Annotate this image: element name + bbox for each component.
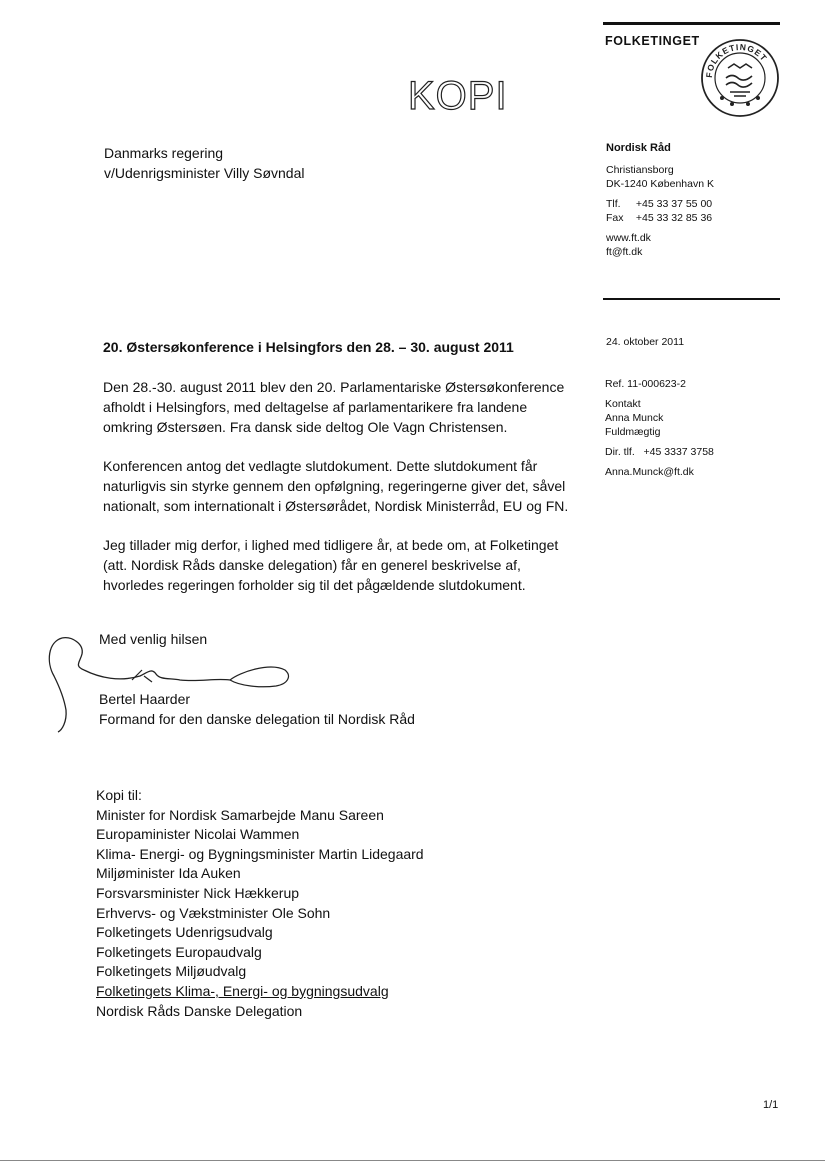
list-item: Folketingets Miljøudvalg	[96, 963, 247, 980]
body-paragraph-2: Konferencen antog det vedlagte slutdokument. Dette slutdokument får naturligvis sin styrke gennem den opfølgning, regeringerne giver det, såvel nationalt, som internationalt i Østersørådet, Nordisk Ministerråd, EU og FN.	[103, 458, 569, 514]
sender-block	[606, 141, 714, 259]
header-top-rule	[603, 22, 780, 25]
body-paragraph-1: Den 28.-30. august 2011 blev den 20. Parlamentariske Østersøkonference afholdt i Helsingfors, med deltagelse af parlamentarikere fra landene omkring Østersøen. Fra dansk side deltog Ole Vagn Christensen.	[103, 379, 565, 435]
body-paragraph-3: Jeg tillader mig derfor, i lighed med tidligere år, at bede om, at Folketinget (att. Nordisk Råds danske delegation) får en generel beskrivelse af, hvorledes regeringen forholder sig til det pågældende slutdokument.	[103, 537, 559, 593]
contact-name: Anna Munck	[605, 412, 664, 424]
org-title: FOLKETINGET	[605, 34, 700, 48]
direct-phone	[605, 445, 714, 459]
parliament-seal-logo	[700, 38, 780, 118]
fax-value: +45 33 32 85 36	[635, 212, 713, 224]
list-item: Minister for Nordisk Samarbejde Manu Sareen	[96, 806, 384, 823]
direct-phone-label: Dir. tlf.	[605, 446, 635, 458]
letter-body	[103, 377, 573, 614]
contact-email: Anna.Munck@ft.dk	[605, 466, 694, 478]
signer-title: Formand for den danske delegation til Nordisk Råd	[99, 711, 415, 727]
list-item: Folketingets Udenrigsudvalg	[96, 924, 273, 941]
signer-name: Bertel Haarder	[99, 691, 191, 707]
phone-value: +45 33 37 55 00	[635, 198, 713, 210]
sender-fax	[606, 211, 714, 225]
list-item: Folketingets Klima-, Energi- og bygningsudvalg	[96, 982, 389, 999]
reference-number: Ref. 11-000623-2	[605, 378, 686, 390]
sender-website: www.ft.dk	[606, 232, 651, 244]
contact-label: Kontakt	[605, 398, 641, 410]
recipient-line-2: v/Udenrigsminister Villy Søvndal	[104, 165, 305, 181]
svg-text:FOLKETINGET	[704, 42, 769, 78]
list-item: Folketingets Europaudvalg	[96, 943, 262, 960]
recipient-block	[104, 143, 304, 183]
letter-subject: 20. Østersøkonference i Helsingfors den 28. – 30. august 2011	[103, 339, 514, 355]
phone-label: Tlf.	[606, 198, 621, 210]
reference-block	[605, 377, 714, 479]
seal-text: FOLKETINGET	[703, 41, 770, 79]
sender-name: Nordisk Råd	[606, 142, 671, 154]
copy-stamp: KOPI	[408, 74, 508, 118]
copies-heading: Kopi til:	[96, 787, 142, 803]
list-item: Forsvarsminister Nick Hækkerup	[96, 884, 300, 901]
letter-date: 24. oktober 2011	[606, 336, 685, 348]
sender-address-1: Christiansborg	[606, 164, 674, 176]
sender-email: ft@ft.dk	[606, 246, 643, 258]
sender-phone	[606, 197, 714, 211]
list-item: Miljøminister Ida Auken	[96, 865, 241, 882]
list-item: Erhvervs- og Vækstminister Ole Sohn	[96, 904, 331, 921]
recipient-line-1: Danmarks regering	[104, 145, 224, 161]
page-bottom-edge	[0, 1160, 825, 1161]
copy-recipients	[96, 786, 424, 1021]
signer-block	[99, 689, 415, 729]
contact-title: Fuldmægtig	[605, 426, 661, 438]
direct-phone-value: +45 3337 3758	[643, 446, 714, 458]
list-item: Europaminister Nicolai Wammen	[96, 826, 300, 843]
list-item: Klima- Energi- og Bygningsminister Martin Lidegaard	[96, 845, 424, 862]
closing-greeting: Med venlig hilsen	[99, 631, 208, 647]
sidebar-divider	[603, 298, 780, 300]
list-item: Nordisk Råds Danske Delegation	[96, 1002, 303, 1019]
fax-label: Fax	[606, 212, 624, 224]
page-number: 1/1	[763, 1099, 779, 1111]
sender-address-2: DK-1240 København K	[606, 178, 714, 190]
